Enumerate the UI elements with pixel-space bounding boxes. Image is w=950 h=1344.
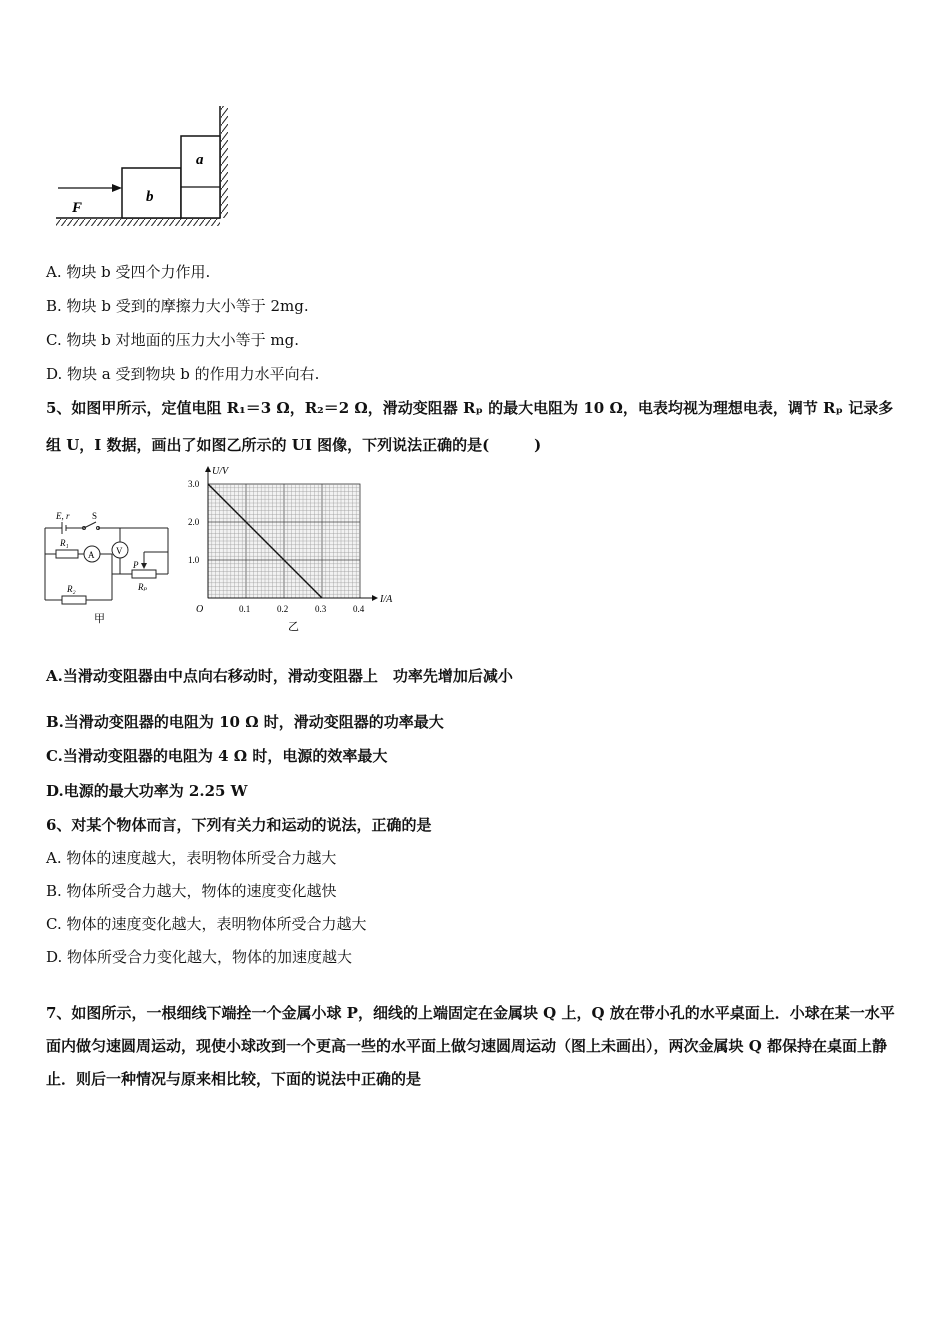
circuit-caption: 甲 (94, 613, 105, 625)
block-a (181, 136, 220, 218)
q6-stem: 6、对某个物体而言，下列有关力和运动的说法，正确的是 (46, 816, 432, 834)
q4-option-a: A. 物块 b 受四个力作用. (46, 263, 211, 281)
q5-option-d: D.电源的最大功率为 2.25 W (46, 782, 248, 800)
q5-option-c: C.当滑动变阻器的电阻为 4 Ω 时，电源的效率最大 (46, 747, 388, 765)
chart-x-arrow (372, 595, 378, 601)
chart-caption: 乙 (288, 621, 299, 633)
voltmeter-label: V (116, 546, 123, 556)
chart-y-tick: 3.0 (188, 479, 200, 489)
chart-x-label: I/A (380, 594, 393, 605)
rp-label: Rₚ (138, 582, 148, 592)
q7-stem: 7、如图所示，一根细线下端拴一个金属小球 P，细线的上端固定在金属块 Q 上，Q 放在带小孔的水平桌面上．小球在某一水平面内做匀速圆周运动，现使小球改到一个更高一些的水平面上做匀速圆周运动（图上未画出），两次金属块 Q 都保持在桌面上静止．则后一种情况与原来相比较，下面的说法中正确的是 (46, 1004, 895, 1088)
r2-label: R₂ (67, 584, 76, 594)
block-b-label: b (146, 189, 154, 205)
ammeter-label: A (88, 550, 95, 560)
q5-stem-line2: 组 U，I 数据，画出了如图乙所示的 UI 图像，下列说法正确的是( ) (46, 436, 542, 454)
q4-option-c: C. 物块 b 对地面的压力大小等于 mg. (46, 331, 299, 349)
chart-origin-label: O (196, 604, 204, 615)
chart-x-tick: 0.3 (315, 604, 327, 614)
q4-option-b: B. 物块 b 受到的摩擦力大小等于 2mg. (46, 297, 309, 315)
block-a-label: a (196, 152, 204, 168)
switch-label: S (92, 511, 98, 521)
force-label: F (72, 200, 83, 216)
q5-stem-line1: 5、如图甲所示，定值电阻 R₁＝3 Ω，R₂＝2 Ω，滑动变阻器 Rₚ 的最大电阻为 10 Ω，电表均视为理想电表，调节 Rₚ 记录多 (46, 399, 894, 417)
q4-option-d: D. 物块 a 受到物块 b 的作用力水平向右. (46, 365, 320, 383)
slider-label: P (133, 560, 139, 570)
q6-option-a: A. 物体的速度越大，表明物体所受合力越大 (46, 849, 337, 867)
q6-option-c: C. 物体的速度变化越大，表明物体所受合力越大 (46, 915, 367, 933)
chart-y-label: U/V (212, 466, 229, 477)
ui-chart (186, 460, 393, 633)
chart-y-tick: 1.0 (188, 555, 200, 565)
source-label: E, r (56, 511, 70, 521)
chart-y-tick: 2.0 (188, 517, 200, 527)
q6-option-d: D. 物体所受合力变化越大，物体的加速度越大 (46, 948, 353, 966)
circuit-diagram (40, 508, 185, 628)
r1-label: R₁ (60, 538, 69, 548)
chart-x-tick: 0.4 (353, 604, 365, 614)
blocks-figure (48, 100, 238, 240)
chart-y-arrow (205, 466, 211, 472)
q5-option-b: B.当滑动变阻器的电阻为 10 Ω 时，滑动变阻器的功率最大 (46, 713, 444, 731)
q6-option-b: B. 物体所受合力越大，物体的速度变化越快 (46, 882, 337, 900)
chart-x-tick: 0.2 (277, 604, 289, 614)
chart-x-tick: 0.1 (239, 604, 251, 614)
q5-option-a: A.当滑动变阻器由中点向右移动时，滑动变阻器上 功率先增加后减小 (46, 667, 513, 685)
